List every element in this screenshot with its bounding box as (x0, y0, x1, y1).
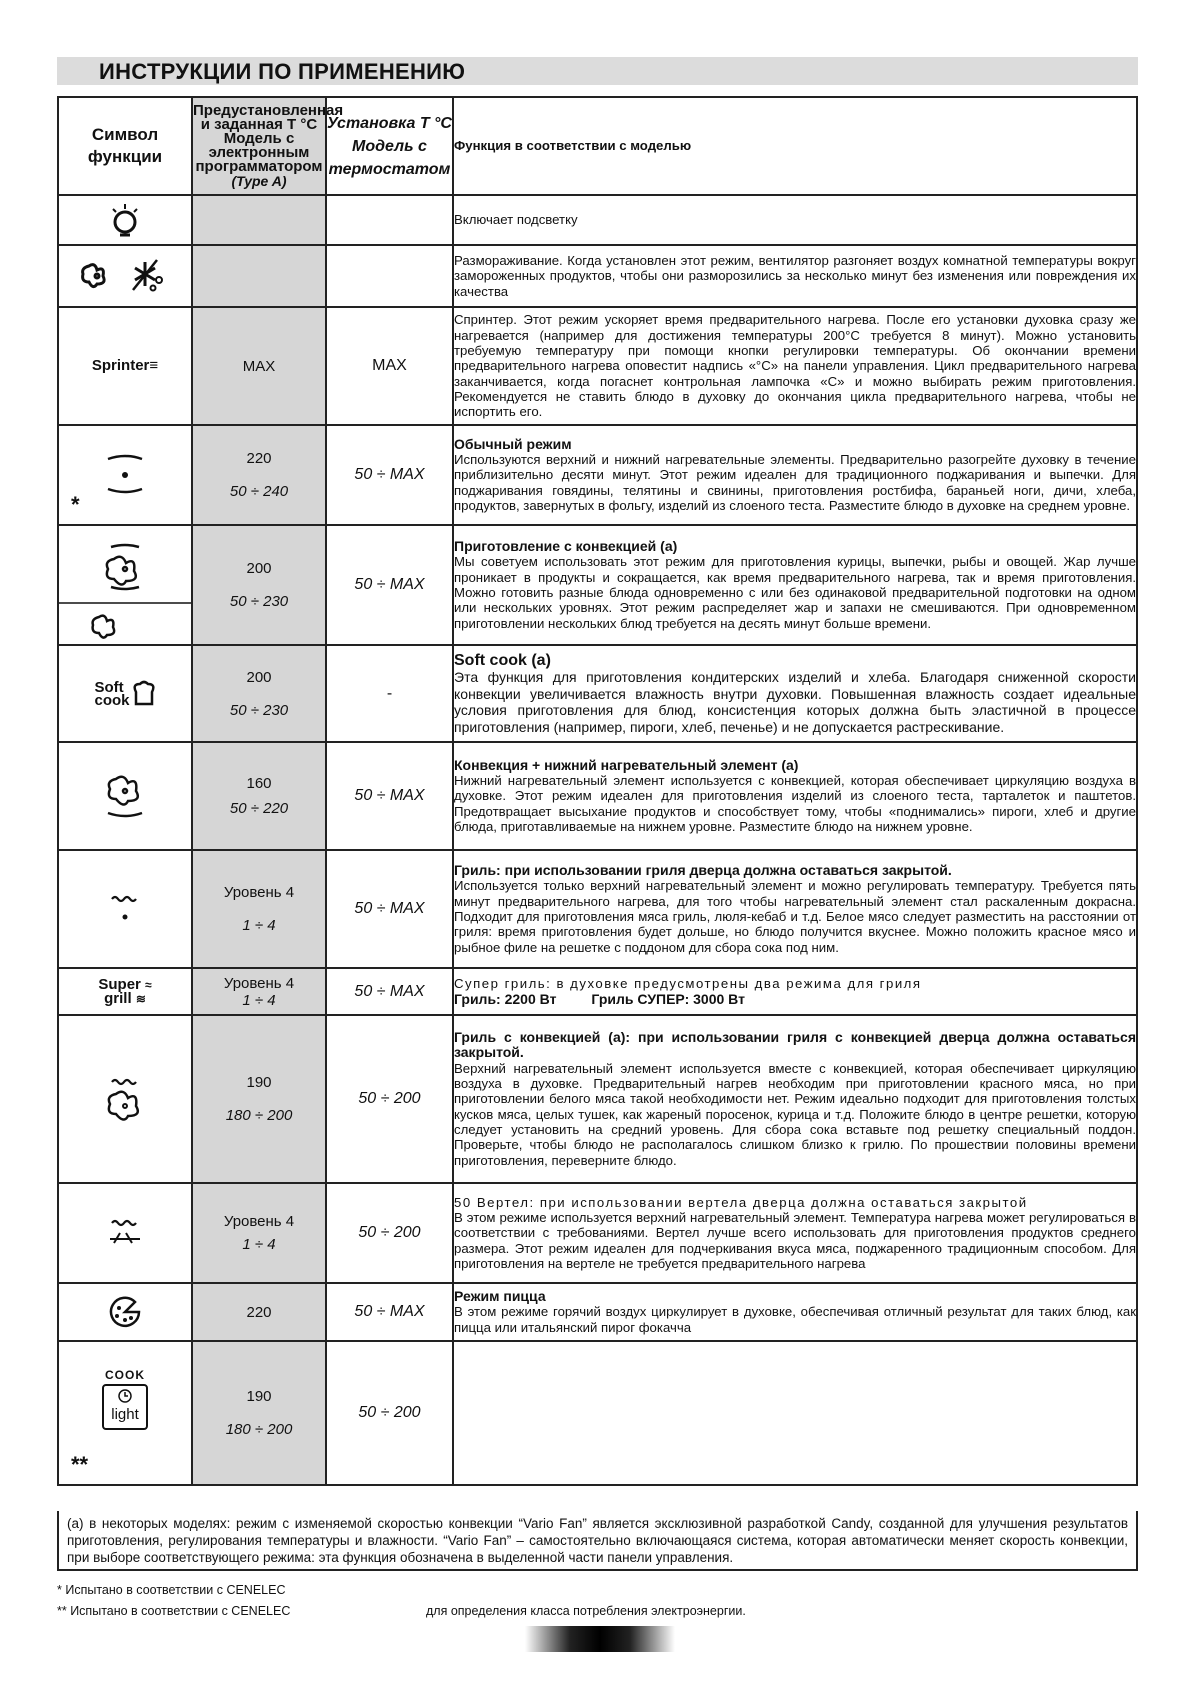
thermostat-value: 50 ÷ 200 (326, 1015, 453, 1183)
thermostat-value: - (326, 645, 453, 742)
vario-fan-note: (a) в некоторых моделях: режим с изменяемой скоростью конвекции “Vario Fan” является эксклюзивной разработкой Candy, созданной для улучшения результатов приготовления, регулирования температуры и влажности. “Vario Fan” – самостоятельно включающаяся система, которая автоматически меняет скорость конвекции, при выборе соответствующего режима: эта функция обозначена в выделенной части панели управления. (57, 1511, 1138, 1571)
table-row (58, 1183, 1137, 1283)
header-preset-text: Предустановленная и заданная T °C Модель с электронным программатором (193, 101, 344, 175)
preset-cell (192, 645, 326, 742)
function-cell (453, 525, 1137, 645)
table-row (58, 645, 1137, 742)
page-title: ИНСТРУКЦИИ ПО ПРИМЕНЕНИЮ (99, 59, 466, 84)
preset-cell (192, 195, 326, 245)
table-header-row (58, 97, 1137, 195)
table-row (58, 1283, 1137, 1341)
preset-value: 200 (246, 668, 272, 686)
cenelec-double-star: ** (71, 1452, 89, 1477)
page-number-bar (525, 1626, 675, 1652)
preset-value: 160 (246, 775, 272, 792)
fan-grill-icon (58, 1015, 192, 1183)
function-cell (453, 968, 1137, 1015)
convection-icon (58, 525, 192, 645)
function-text: Используется только верхний нагревательный элемент и можно регулировать температуру. Требуется пять минут предварительного нагрева, для того чтобы нагревательный элемент стал раскаленным докрасна. Подходит для приготовления мяса гриль, люля-кебаб и т.д. Белое мясо следует разместить на расстоянии от гриля: время приготовления будет дольше, но блюдо получится вкуснее. Можно положить красное мясо и рыбное филе на решетке с поддоном для сбора сока под ним. (454, 878, 1136, 955)
function-title: Soft cook (a) (454, 651, 551, 669)
header-thermostat: Установка T °C Модель с термостатом (326, 97, 453, 195)
preset-cell (192, 1183, 326, 1283)
cook-light-icon (58, 1341, 192, 1485)
preset-value: Уровень 4 (223, 884, 295, 901)
table-row (58, 195, 1137, 245)
function-text: В этом режиме используется верхний нагревательный элемент. Температура нагрева может регулироваться в соответствии с требованиями. Вертел лучше всего использовать для приготовления продуктов среднего размера. Этот режим идеален для подчеркивания вкуса мяса, поджаренного традиционным способом. Для приготовления на вертеле не требуется предварительного нагрева (454, 1210, 1136, 1271)
soft-cook-label2: cook (94, 692, 130, 709)
function-cell (453, 1015, 1137, 1183)
function-title: Гриль: при использовании гриля дверца должна оставаться закрытой. (454, 862, 952, 879)
cook-light-label2: light (111, 1406, 139, 1423)
function-cell (453, 425, 1137, 525)
function-text: В этом режиме горячий воздух циркулирует в духовке, обеспечивая отличный результат для таких блюд, как пицца или итальянский пирог фокачча (454, 1304, 1136, 1335)
function-title: Режим пицца (454, 1288, 546, 1305)
function-text: Используются верхний и нижний нагревательные элементы. Предварительно разогрейте духовку в течение приблизительно десяти минут. Этот режим идеален для традиционного поджаривания и выпечки. Для поджаривания говядины, телятины и свинины, приготовления ростбифа, бараньей ноги, дичи, хлеба, продуктов, завернутых в фольгу, изделий из слоеного теста. Разместите блюдо в духовке на среднем уровне. (454, 452, 1136, 513)
preset-range: 180 ÷ 200 (225, 1107, 293, 1124)
super-grill-label1: Super (98, 975, 141, 993)
function-text: Эта функция для приготовления кондитерских изделий и хлеба. Благодаря сниженной скорости конвекции увеличивается влажность внутри духовки. Повышенная влажность создает идеальные условия приготовления для блюд, консистенция которых должна быть эластичной в процессе приготовления (например, пироги, хлеб, печенье) и не допускается растрескивание. (454, 669, 1136, 735)
thermostat-cell (326, 245, 453, 307)
preset-cell (192, 425, 326, 525)
pizza-icon (58, 1283, 192, 1341)
cook-light-label1: COOK (105, 1368, 145, 1382)
preset-cell (192, 742, 326, 850)
preset-value: 220 (192, 1283, 326, 1341)
page-title-bar (57, 57, 1138, 85)
preset-value: 200 (246, 560, 272, 577)
super-grill-icon: Super ≈ grill ≋ (58, 968, 192, 1015)
function-text: Спринтер. Этот режим ускоряет время предварительного нагрева. После его установки духовка сразу же нагревается (например для достижения температуры 200°C требуется 8 минут). Можно установить требуемую температуру при помощи кнопки регулировки температуры. Об окончании времени предварительного нагрева оповестит надпись «°C» на панели управления. Цикл предварительного нагрева заканчивается, когда погаснет контрольная лампочка «C» и можно выбирать режим приготовления. Рекомендуется не ставить блюдо в духовку до окончания цикла предварительного нагрева, чтобы не испортить его. (453, 307, 1137, 425)
table-row (58, 425, 1137, 525)
function-cell (453, 1341, 1137, 1485)
table-row (58, 850, 1137, 968)
function-text: Верхний нагревательный элемент используется вместе с конвекцией, которая обеспечивает циркуляцию воздуха в духовке. Предварительный нагрев необходим при приготовлении красного мяса, но при приготовлении белого мяса такой необходимости нет. Режим идеально подходит для приготовления толстых кусков мяса, целых тушек, как жареный поросенок, курица и т.д. Положите блюдо в центре решетки, которую следует установить на средний уровень. Для сбора сока вставьте под решетку специальный поддон. Проверьте, чтобы блюдо не располагалось слишком близко к грилю. По прошествии половины времени приготовления, переверните блюдо. (454, 1060, 1136, 1168)
preset-range: 1 ÷ 4 (242, 917, 276, 934)
table-row (58, 525, 1137, 645)
preset-value: MAX (192, 307, 326, 425)
function-text: Нижний нагревательный элемент используется с конвекцией, которая обеспечивает циркуляцию воздуха в духовке. Этот режим идеален для приготовления изделий из слоеного теста, тарталеток и паштетов. Предотвращает высыхание продуктов и способствует тому, чтобы «поднимались» пироги, хлеб и другие блюда, приготавливаемые на нижнем уровне. Разместите блюдо на нижнем уровне. (454, 773, 1136, 834)
function-cell (453, 850, 1137, 968)
table-row (58, 1015, 1137, 1183)
grill-icon (58, 850, 192, 968)
preset-range: 50 ÷ 230 (229, 701, 289, 719)
function-title: Обычный режим (454, 435, 572, 452)
thermostat-value: 50 ÷ MAX (326, 850, 453, 968)
cenelec-star: * (71, 492, 80, 517)
function-cell (453, 1183, 1137, 1283)
rotisserie-icon (58, 1183, 192, 1283)
header-function: Функция в соответствии с моделью (453, 97, 1137, 195)
header-preset (192, 97, 344, 195)
thermostat-value: 50 ÷ MAX (326, 1283, 453, 1341)
function-cell (453, 1283, 1137, 1341)
preset-value: 220 (246, 450, 272, 467)
thermostat-value: 50 ÷ MAX (326, 968, 453, 1015)
function-text: Размораживание. Когда установлен этот режим, вентилятор разгоняет воздух комнатной температуры вокруг замороженных продуктов, чтобы они разморозились за несколько минут без изменения или повреждения их качества (453, 245, 1137, 307)
table-row (58, 307, 1137, 425)
footnote-single-star: * Испытано в соответствии с CENELEC (57, 1583, 286, 1597)
preset-range: 1 ÷ 4 (242, 1236, 276, 1253)
preset-cell (192, 1341, 326, 1485)
preset-cell (192, 245, 326, 307)
footnote-double-star: ** Испытано в соответствии с CENELEC (57, 1604, 291, 1618)
header-preset-type: (Type A) (231, 172, 287, 189)
preset-cell (192, 525, 326, 645)
table-row (58, 742, 1137, 850)
lamp-icon (58, 195, 192, 245)
preset-cell (192, 968, 326, 1015)
sprinter-icon-label: Sprinter (91, 357, 150, 374)
header-symbol: Символ функции (58, 97, 192, 195)
conventional-icon (58, 425, 192, 525)
function-title: Приготовление с конвекцией (а) (454, 538, 678, 555)
thermostat-value: 50 ÷ 200 (326, 1341, 453, 1485)
function-cell (453, 742, 1137, 850)
super-grill-label2: grill (104, 989, 132, 1007)
thermostat-value: 50 ÷ MAX (326, 425, 453, 525)
preset-range: 180 ÷ 200 (225, 1421, 293, 1438)
convection-bottom-icon (58, 742, 192, 850)
function-subtext: Гриль: 2200 Вт Гриль СУПЕР: 3000 Вт (454, 990, 745, 1007)
thermostat-cell (326, 195, 453, 245)
defrost-icon (58, 245, 192, 307)
table-row (58, 968, 1137, 1015)
function-title: Гриль с конвекцией (а): при использовании гриля с конвекцией дверца должна оставаться закрытой. (454, 1029, 1136, 1061)
preset-range: 1 ÷ 4 (242, 991, 276, 1009)
function-title: Конвекция + нижний нагревательный элемент (а) (454, 756, 799, 773)
function-text: Мы советуем использовать этот режим для приготовления курицы, выпечки, рыбы и овощей. Жар лучше проникает в продукты и сокращается, как время предварительного нагрева, так и время приготовления. Можно готовить разные блюда одновременно с или без одинаковой предварительной подготовки на одном или нескольких уровнях. Этот режим распределяет жар и запахи не смешиваются. При одновременном приготовлении нескольких блюд требуется на десять минут больше времени. (454, 554, 1136, 631)
thermostat-value: MAX (326, 307, 453, 425)
sprinter-icon: Sprinter≡ (58, 307, 192, 425)
function-cell (453, 645, 1137, 742)
preset-value: 190 (246, 1074, 272, 1091)
soft-cook-label1: Soft (94, 679, 124, 696)
thermostat-value: 50 ÷ MAX (326, 525, 453, 645)
function-text: Супер гриль: в духовке предусмотрены два режима для гриля (454, 976, 922, 992)
functions-table (57, 96, 1138, 1486)
preset-cell (192, 850, 326, 968)
function-title: 50 Вертел: при использовании вертела дверца должна оставаться закрытой (454, 1194, 1028, 1210)
table-row (58, 1341, 1137, 1485)
preset-value: Уровень 4 (223, 1213, 295, 1230)
preset-range: 50 ÷ 220 (229, 800, 289, 817)
thermostat-value: 50 ÷ 200 (326, 1183, 453, 1283)
thermostat-value: 50 ÷ MAX (326, 742, 453, 850)
soft-cook-icon (58, 645, 192, 742)
footnote-energy-class: для определения класса потребления электроэнергии. (426, 1604, 746, 1618)
table-row (58, 245, 1137, 307)
preset-range: 50 ÷ 240 (229, 483, 289, 500)
preset-value: Уровень 4 (223, 974, 295, 992)
preset-range: 50 ÷ 230 (229, 593, 289, 610)
preset-value: 190 (246, 1388, 272, 1405)
function-text: Включает подсветку (453, 195, 1137, 245)
preset-cell (192, 1015, 326, 1183)
